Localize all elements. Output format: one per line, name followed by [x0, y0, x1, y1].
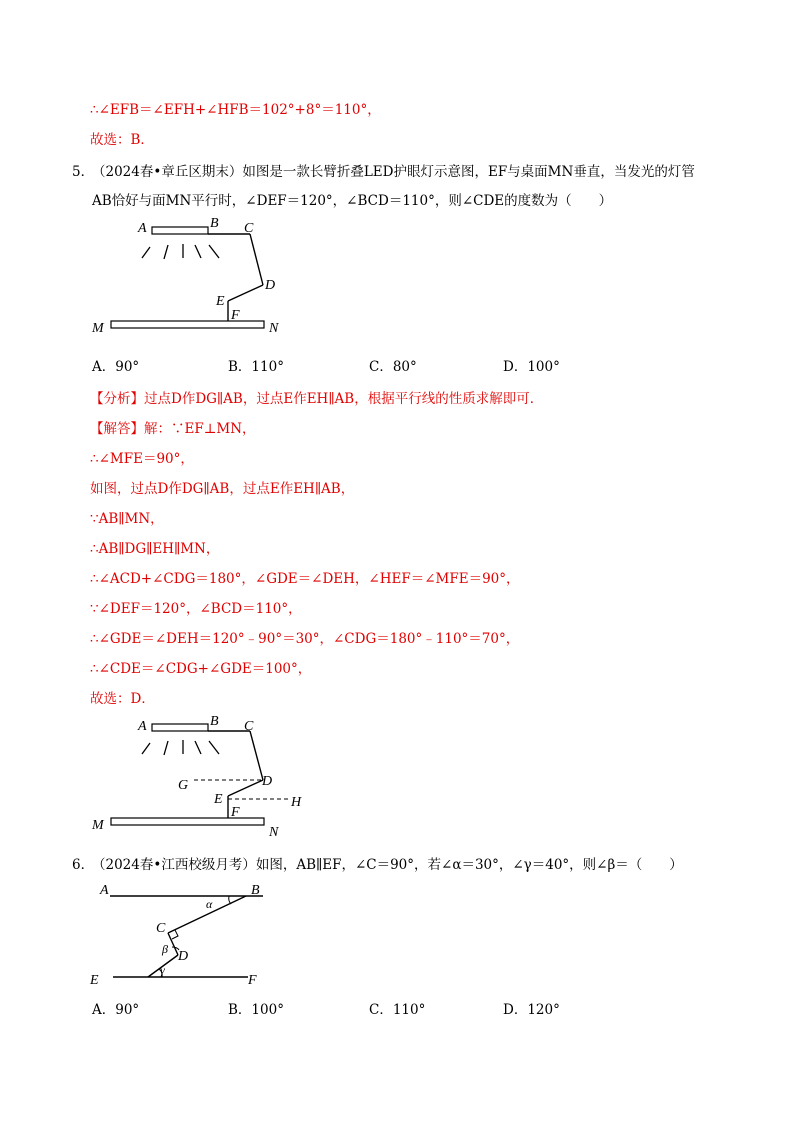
q5-fig2-label-n: N: [269, 825, 279, 840]
q5-fig2-label-h: H: [291, 795, 302, 810]
q5-number: 5．: [72, 164, 95, 180]
q5-stem-line-2: AB恰好与面MN平行时，∠DEF＝120°，∠BCD＝110°，则∠CDE的度数为（ ）: [92, 193, 613, 209]
q5-fig1-label-a: A: [138, 221, 147, 236]
q6-option-c: C．110°: [369, 1002, 426, 1018]
q5-option-b: B．110°: [228, 359, 284, 375]
q6-option-d: D．120°: [503, 1002, 560, 1018]
q5-solution-line-3: 如图，过点D作DG∥AB，过点E作EH∥AB，: [90, 481, 355, 497]
q5-fig2-label-f: F: [231, 805, 240, 820]
q6-label-gamma: γ: [160, 963, 165, 977]
q5-fig2-label-d: D: [262, 774, 273, 789]
q5-option-a: A．90°: [92, 359, 140, 375]
q5-solution-line-8: ∴∠GDE＝∠DEH＝120°﹣90°＝30°，∠CDG＝180°﹣110°＝70°，: [90, 631, 520, 647]
q5-solution-line-6: ∴∠ACD+∠CDG＝180°，∠GDE＝∠DEH，∠HEF＝∠MFE＝90°，: [90, 571, 520, 587]
q5-option-d: D．100°: [503, 359, 560, 375]
q6-number: 6．: [72, 857, 95, 873]
q5-fig2-label-a: A: [138, 719, 147, 734]
q5-stem-line-1: （2024春•章丘区期末）如图是一款长臂折叠LED护眼灯示意图，EF与桌面MN垂直，当发光的灯管: [92, 164, 695, 180]
q5-fig1-label-d: D: [265, 278, 276, 293]
q6-label-c: C: [156, 921, 166, 936]
q6-stem: （2024春•江西校级月考）如图，AB∥EF，∠C＝90°，若∠α＝30°，∠γ＝40°，则∠β＝（ ）: [92, 857, 683, 873]
q5-solution-line-7: ∵∠DEF＝120°，∠BCD＝110°，: [90, 601, 302, 617]
q5-fig1-label-n: N: [269, 321, 279, 336]
q5-fig1-label-e: E: [216, 294, 225, 309]
q5-fig2-label-c: C: [244, 719, 254, 734]
q5-solution-line-2: ∴∠MFE＝90°，: [90, 451, 194, 467]
q5-fig1-label-f: F: [231, 308, 240, 323]
q5-solution-line-9: ∴∠CDE＝∠CDG+∠GDE＝100°，: [90, 661, 312, 677]
q5-fig2-label-g: G: [178, 778, 189, 793]
q5-figure-lamp: [88, 212, 288, 337]
q5-fig1-label-m: M: [92, 321, 104, 336]
q6-label-b: B: [251, 883, 260, 898]
q5-solution-line-1: 【解答】解：∵EF⊥MN，: [90, 421, 256, 437]
q6-option-a: A．90°: [92, 1002, 140, 1018]
q5-figure-lamp-auxiliary: [88, 712, 302, 840]
q5-fig1-label-b: B: [210, 216, 219, 231]
q5-solution-answer: 故选：D．: [90, 691, 155, 707]
q5-fig2-label-b: B: [210, 714, 219, 729]
q5-option-c: C．80°: [369, 359, 417, 375]
q5-solution-line-4: ∵AB∥MN，: [90, 511, 164, 527]
q5-solution-line-5: ∴AB∥DG∥EH∥MN，: [90, 541, 220, 557]
q6-label-f: F: [248, 973, 257, 988]
q5-fig1-label-c: C: [244, 221, 254, 236]
prev-solution-line-1: ∴∠EFB＝∠EFH+∠HFB＝102°+8°＝110°，: [90, 102, 381, 118]
q6-label-beta: β: [162, 942, 168, 956]
q6-label-a: A: [100, 883, 109, 898]
q6-figure-parallel-lines: [88, 877, 278, 995]
q6-label-d: D: [178, 949, 189, 964]
q5-fig2-label-e: E: [214, 792, 223, 807]
q6-label-e: E: [90, 973, 99, 988]
q6-label-alpha: α: [206, 897, 213, 911]
prev-solution-answer: 故选：B．: [90, 132, 154, 148]
q5-fig2-label-m: M: [92, 818, 104, 833]
q6-option-b: B．100°: [228, 1002, 284, 1018]
q5-analysis: 【分析】过点D作DG∥AB，过点E作EH∥AB，根据平行线的性质求解即可．: [90, 391, 544, 407]
